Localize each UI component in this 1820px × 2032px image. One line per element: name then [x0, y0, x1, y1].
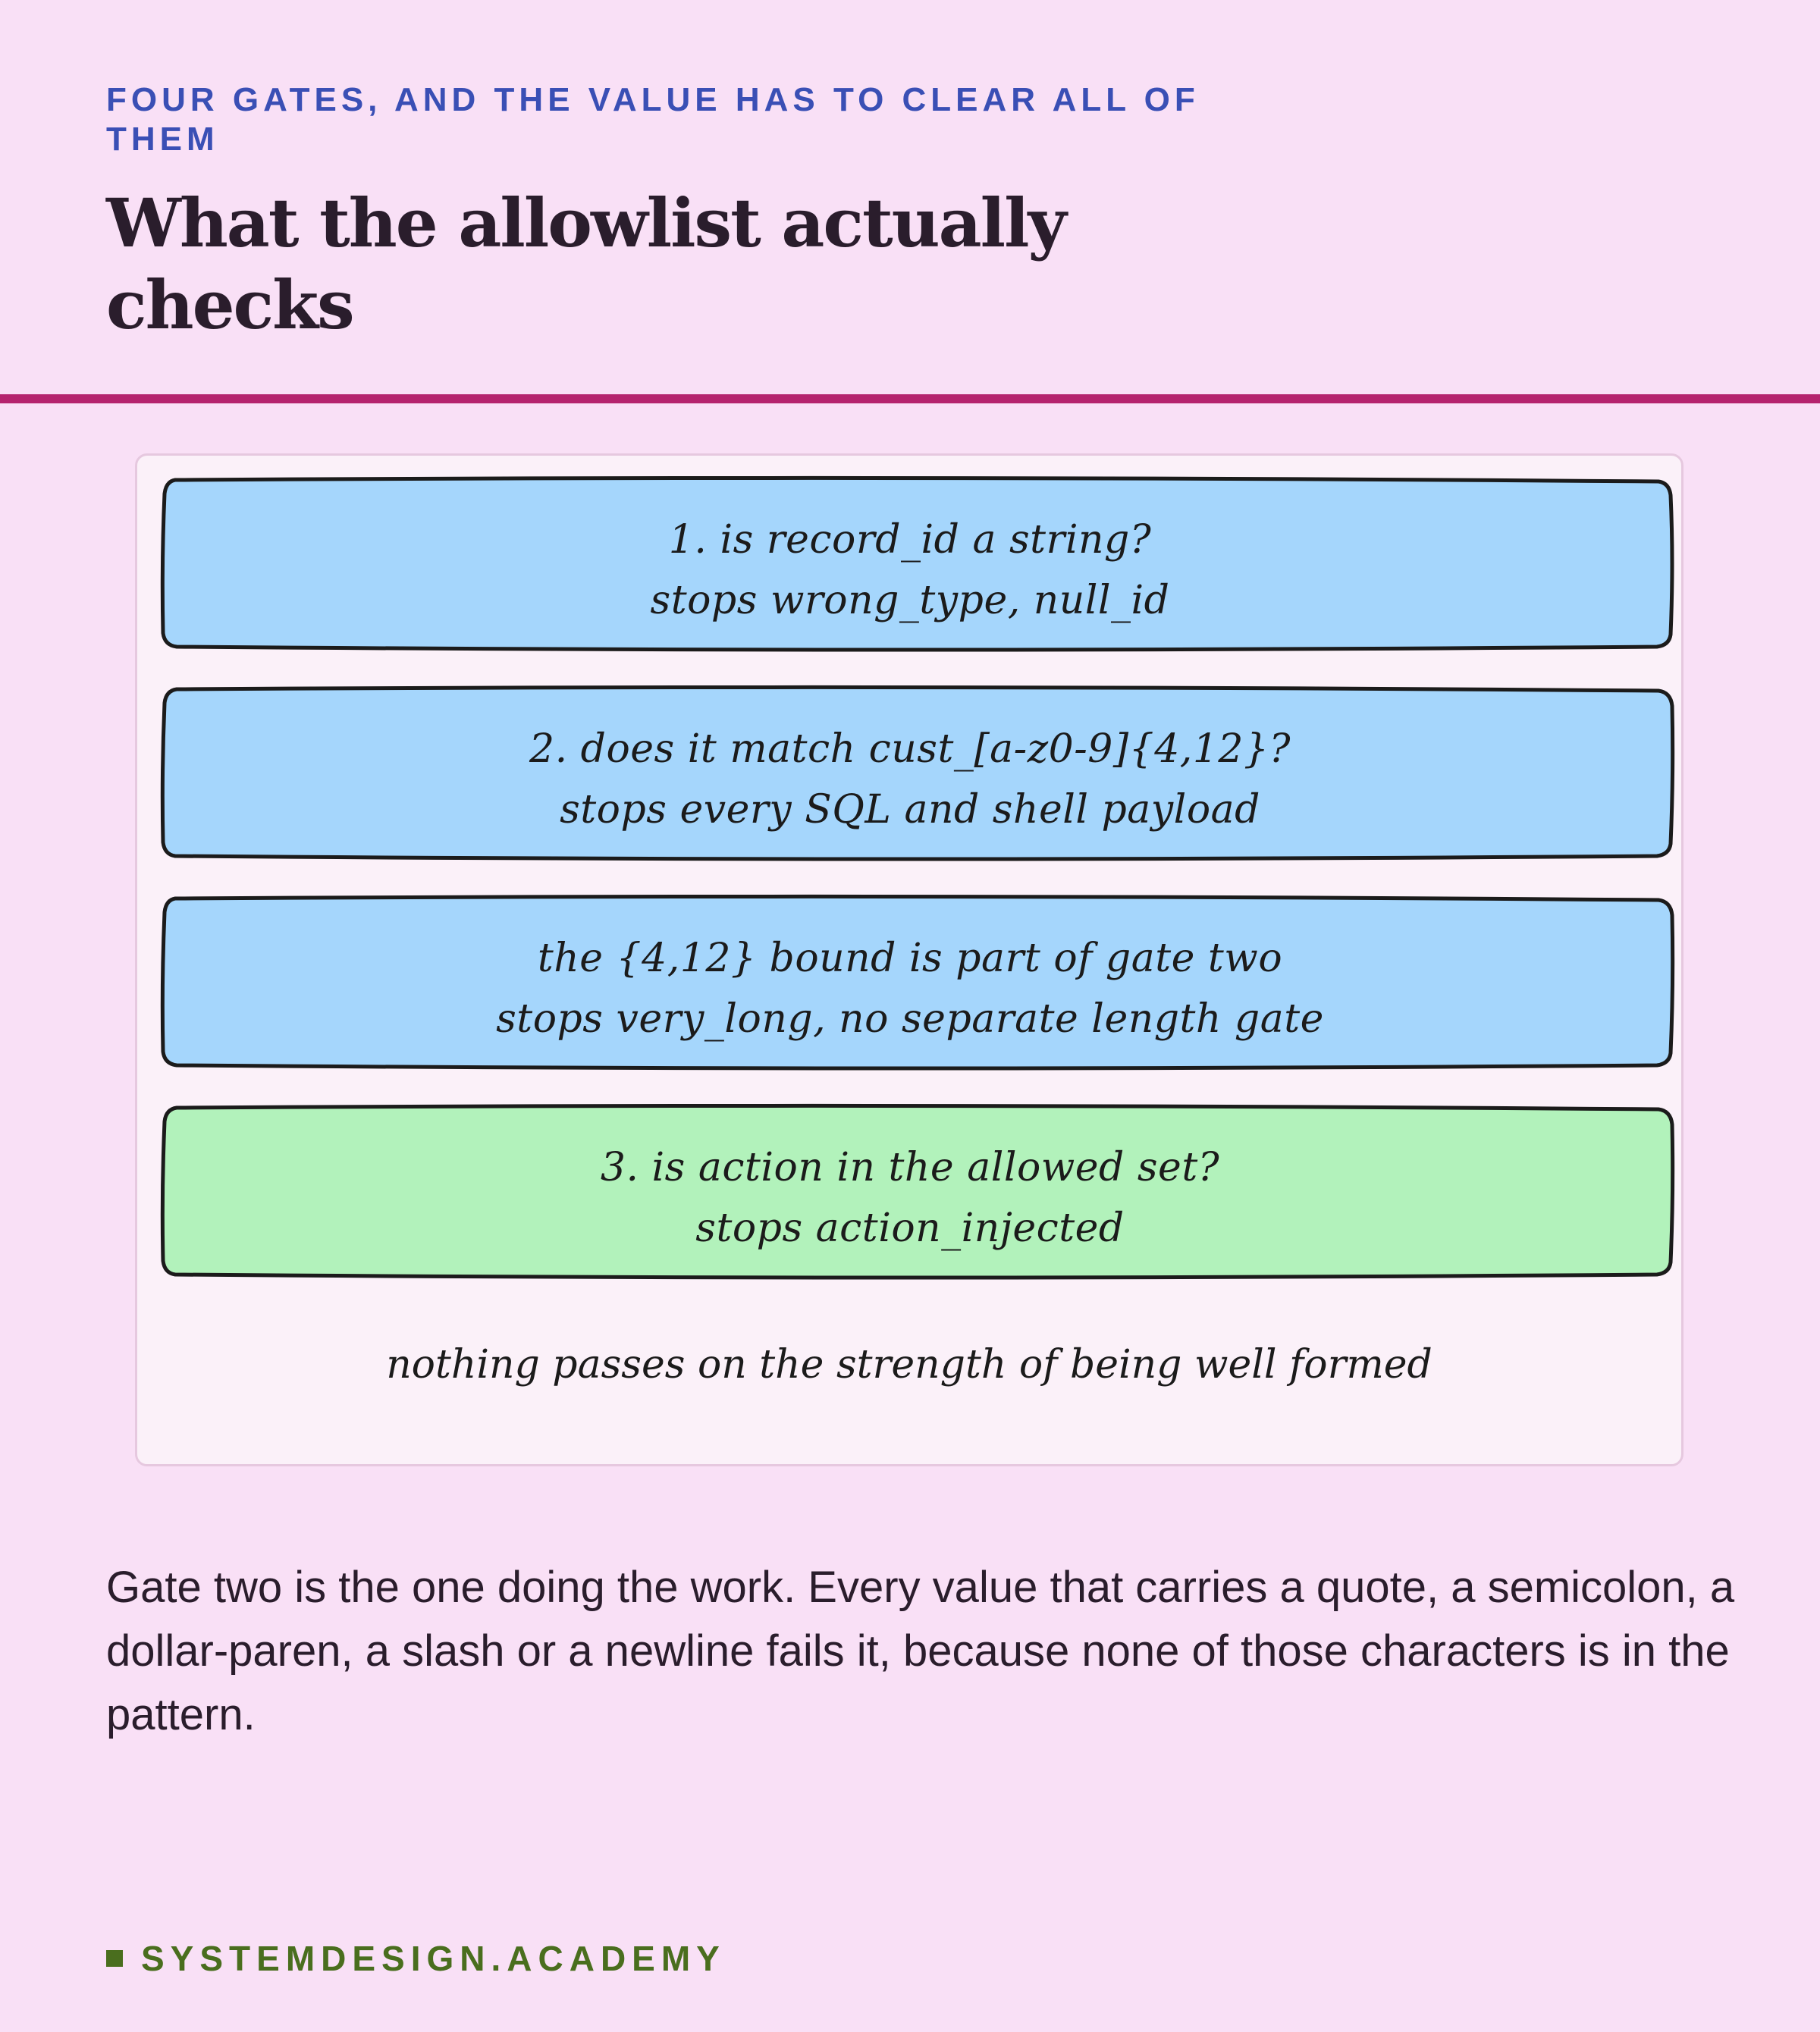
diagram-note: nothing passes on the strength of being well formed	[386, 1342, 1432, 1388]
gate-label-4	[162, 1137, 1658, 1259]
gate-3-stops: stops very_long, no separate length gate	[496, 996, 1324, 1042]
body-paragraph: Gate two is the one doing the work. Every value that carries a quote, a semicolon, a dollar-paren, a slash or a newline fails it, because none of those characters is in the pattern.	[106, 1563, 1735, 1739]
gate-1-stops: stops wrong_type, null_id	[650, 578, 1170, 623]
gate-1-question: 1. is record_id a string?	[668, 517, 1152, 563]
gate-label-3	[162, 928, 1658, 1049]
eyebrow-heading: FOUR GATES, AND THE VALUE HAS TO CLEAR ALL OF THEM	[106, 81, 1200, 158]
gate-label-2	[162, 719, 1658, 840]
gate-3-question: the {4,12} bound is part of gate two	[537, 936, 1283, 981]
brand-square-icon	[106, 1950, 123, 1967]
gate-label-1	[162, 510, 1658, 631]
gate-4-stops: stops action_injected	[695, 1206, 1125, 1251]
gate-2-stops: stops every SQL and shell payload	[560, 787, 1260, 833]
brand-footer[interactable]	[106, 1938, 726, 1979]
accent-divider	[0, 394, 1820, 403]
gate-2-question: 2. does it match cust_[a-z0-9]{4,12}?	[529, 726, 1291, 772]
gate-4-question: 3. is action in the allowed set?	[600, 1145, 1220, 1190]
page-title: What the allowlist actually checks	[106, 183, 1065, 344]
brand-text: SYSTEMDESIGN.ACADEMY	[141, 1939, 726, 1978]
